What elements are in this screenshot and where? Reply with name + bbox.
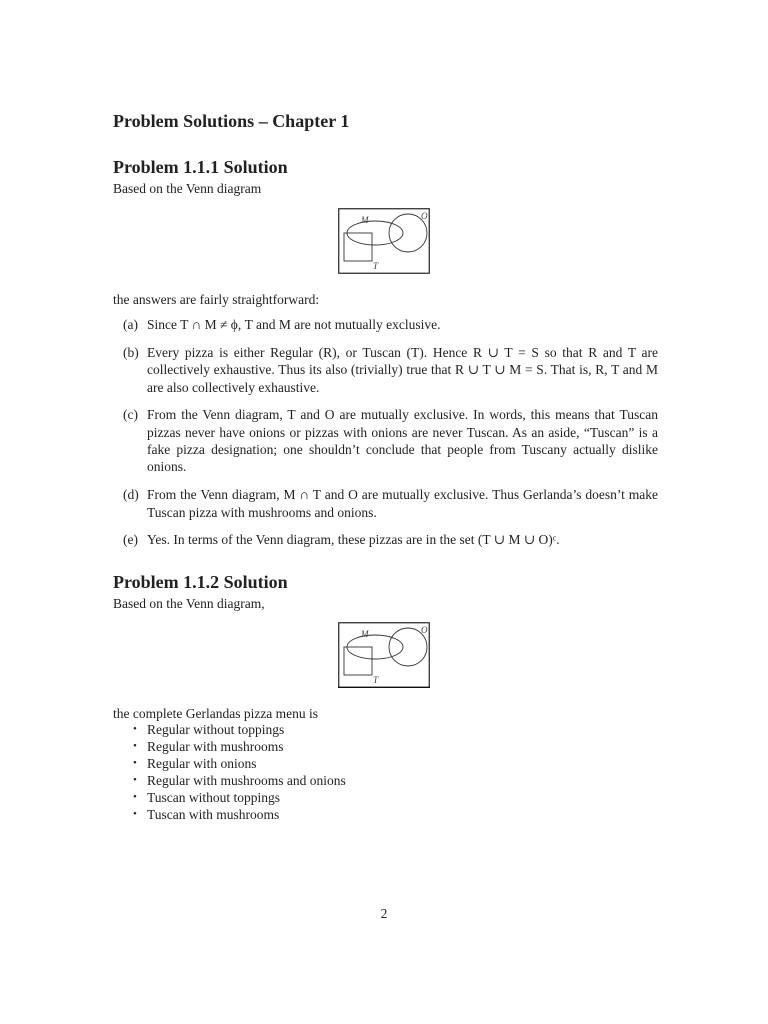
menu-item <box>133 738 346 755</box>
bullet-icon: • <box>133 808 137 820</box>
problem-2-title: Problem 1.1.2 Solution <box>113 572 288 592</box>
venn-diagram-1 <box>338 208 430 274</box>
answer-item <box>113 406 658 476</box>
venn-diagram-2 <box>338 622 430 688</box>
bullet-icon: • <box>133 791 137 803</box>
answer-text: Every pizza is either Regular (R), or Tuscan (T). Hence R ∪ T = S so that R and T are collectively exhaustive. Thus its also (trivially) true that R ∪ T ∪ M = S. That is, R, T and M are also collectively exhaustive. <box>147 344 658 395</box>
answer-label: (b) <box>123 344 139 360</box>
answer-text: Since T ∩ M ≠ ϕ, T and M are not mutually exclusive. <box>147 317 441 332</box>
answer-label: (c) <box>123 407 138 423</box>
menu-item-text: Regular with mushrooms and onions <box>147 773 346 788</box>
answer-text: Yes. In terms of the Venn diagram, these pizzas are in the set (T ∪ M ∪ O)ᶜ. <box>147 532 560 548</box>
venn-label-t: T <box>373 675 379 685</box>
menu-item <box>133 755 346 772</box>
venn-label-o: O <box>421 625 428 635</box>
chapter-title: Problem Solutions – Chapter 1 <box>113 111 350 131</box>
menu-item <box>133 772 346 789</box>
venn-label-m: M <box>361 629 369 639</box>
bullet-icon: • <box>133 723 137 735</box>
answer-text: From the Venn diagram, M ∩ T and O are mutually exclusive. Thus Gerlanda’s doesn’t make Tuscan pizza with mushrooms and onions. <box>147 487 658 520</box>
bullet-icon: • <box>133 757 137 769</box>
menu-item-text: Regular without toppings <box>147 722 285 737</box>
menu-item-text: Regular with mushrooms <box>147 739 284 754</box>
answers-list <box>113 316 658 559</box>
menu-item-text: Tuscan with mushrooms <box>147 807 280 822</box>
menu-item <box>133 721 346 738</box>
venn-label-t: T <box>373 261 379 271</box>
answer-label: (e) <box>123 532 138 548</box>
problem-2-intro: Based on the Venn diagram, <box>113 596 265 611</box>
menu-item <box>133 789 346 806</box>
pizza-menu-list <box>133 721 346 823</box>
venn-universe-rect <box>339 623 430 688</box>
answer-label: (d) <box>123 487 139 503</box>
answer-text: From the Venn diagram, T and O are mutually exclusive. In words, this means that Tuscan pizzas never have onions or pizzas with onions are never Tuscan. As an aside, “Tuscan” is a fake pizza designation; one shouldn’t conclude that people from Tuscany actually dislike onions. <box>147 407 658 475</box>
venn-label-m: M <box>361 215 369 225</box>
page-number: 2 <box>380 906 388 921</box>
bullet-icon: • <box>133 774 137 786</box>
menu-item <box>133 806 346 823</box>
menu-item-text: Regular with onions <box>147 756 257 771</box>
menu-item-text: Tuscan without toppings <box>147 790 281 805</box>
venn-label-o: O <box>421 211 428 221</box>
venn-universe-rect <box>339 209 430 274</box>
problem-1-after-diagram: the answers are fairly straightforward: <box>113 292 320 307</box>
answer-item <box>113 316 658 333</box>
answer-item <box>113 486 658 521</box>
answer-item <box>113 531 658 548</box>
bullet-icon: • <box>133 740 137 752</box>
answer-item <box>113 344 658 396</box>
problem-2-after-diagram: the complete Gerlandas pizza menu is <box>113 706 319 721</box>
answer-label: (a) <box>123 317 138 332</box>
problem-1-intro: Based on the Venn diagram <box>113 181 262 196</box>
problem-1-title: Problem 1.1.1 Solution <box>113 157 288 177</box>
